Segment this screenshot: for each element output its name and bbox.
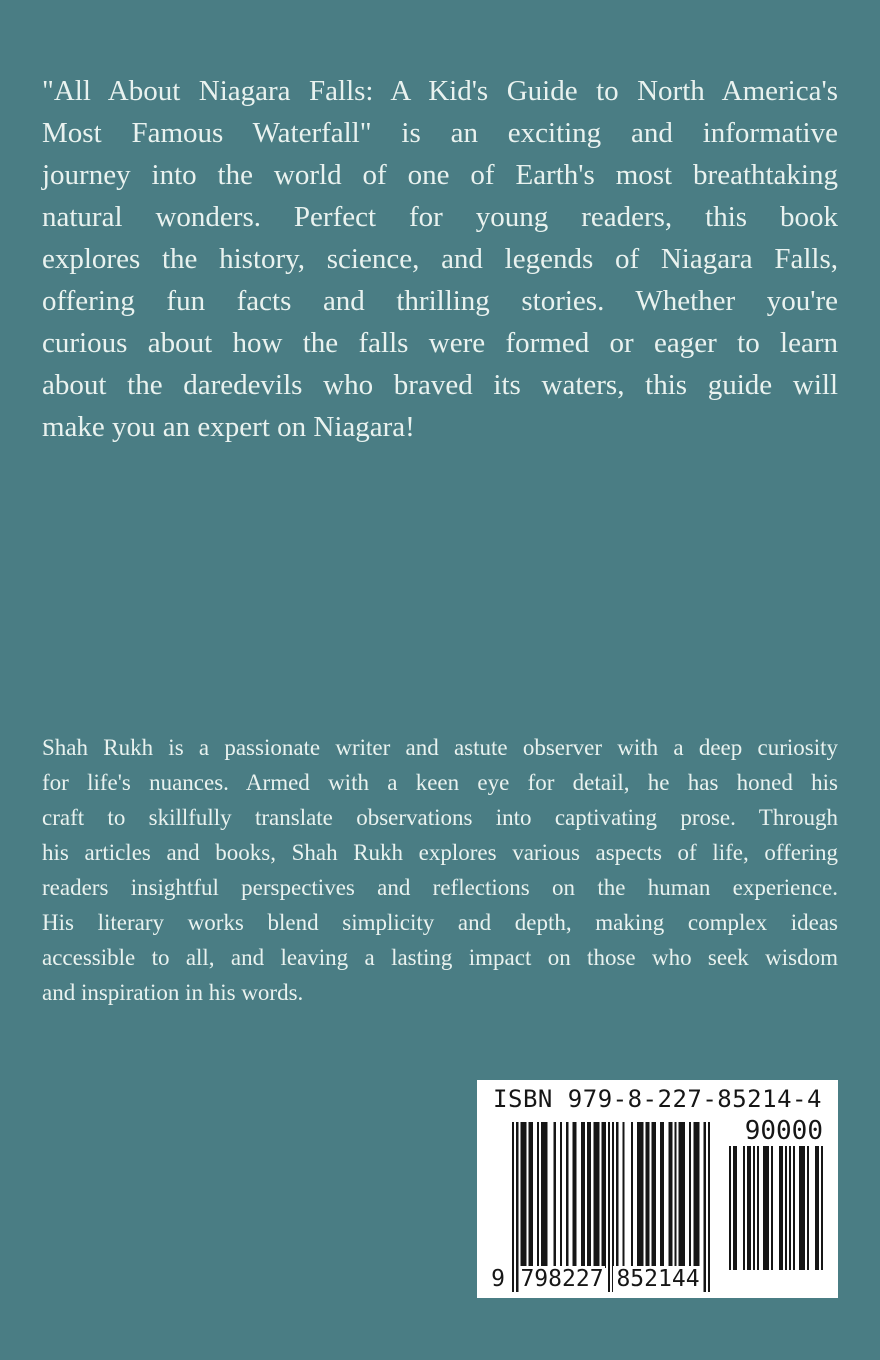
author-bio-line: his articles and books, Shah Rukh explores various aspects of life, offering bbox=[42, 840, 838, 865]
synopsis-line: curious about how the falls were formed or eager to learn bbox=[42, 327, 838, 359]
synopsis-line: journey into the world of one of Earth's most breathtaking bbox=[42, 159, 838, 191]
ean13-digit-group-left: 798227 bbox=[520, 1266, 604, 1292]
synopsis-line: explores the history, science, and legends of Niagara Falls, bbox=[42, 243, 838, 275]
author-bio-line: Shah Rukh is a passionate writer and astute observer with a deep curiosity bbox=[42, 735, 838, 760]
author-bio-line: accessible to all, and leaving a lasting impact on those who seek wisdom bbox=[42, 945, 838, 970]
price-supplement-code: 90000 bbox=[744, 1116, 823, 1146]
synopsis-line: make you an expert on Niagara! bbox=[42, 411, 415, 443]
synopsis-paragraph bbox=[42, 70, 838, 448]
isbn-barcode-panel bbox=[477, 1080, 838, 1298]
ean13-digit-prefix: 9 bbox=[485, 1266, 511, 1292]
synopsis-line: natural wonders. Perfect for young readers, this book bbox=[42, 201, 838, 233]
ean13-digit-group-right: 852144 bbox=[613, 1266, 703, 1292]
synopsis-line: offering fun facts and thrilling stories. Whether you're bbox=[42, 285, 838, 317]
synopsis-line: "All About Niagara Falls: A Kid's Guide to North America's bbox=[42, 75, 838, 107]
ean5-supplement-barcode-icon bbox=[727, 1146, 823, 1270]
author-bio-line: His literary works blend simplicity and depth, making complex ideas bbox=[42, 910, 838, 935]
synopsis-line: about the daredevils who braved its waters, this guide will bbox=[42, 369, 838, 401]
author-bio-line: craft to skillfully translate observations into captivating prose. Through bbox=[42, 805, 838, 830]
author-bio-line: readers insightful perspectives and reflections on the human experience. bbox=[42, 875, 838, 900]
author-bio-paragraph bbox=[42, 730, 838, 1010]
author-bio-line: for life's nuances. Armed with a keen eye for detail, he has honed his bbox=[42, 770, 838, 795]
isbn-number: ISBN 979-8-227-85214-4 bbox=[493, 1085, 822, 1113]
synopsis-line: Most Famous Waterfall" is an exciting and informative bbox=[42, 117, 838, 149]
author-bio-line: and inspiration in his words. bbox=[42, 980, 304, 1005]
ean13-digits bbox=[477, 1266, 717, 1294]
